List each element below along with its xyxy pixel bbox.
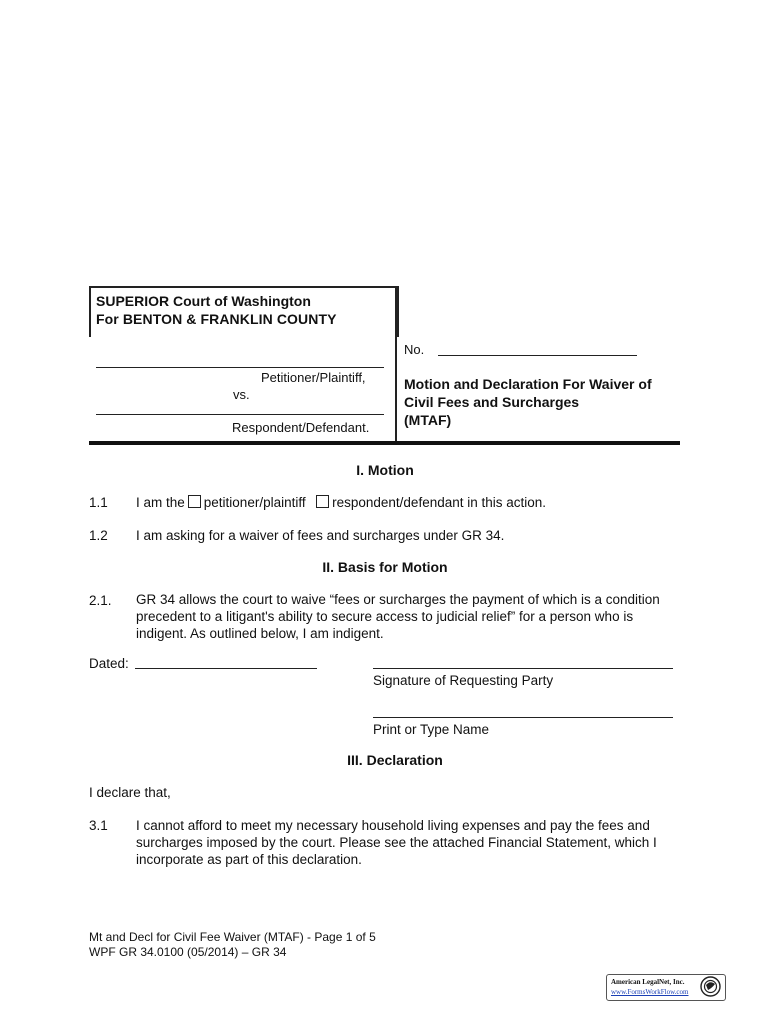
- signature-field[interactable]: [373, 668, 673, 669]
- petitioner-label: Petitioner/Plaintiff,: [261, 370, 366, 385]
- publisher-logo-icon: [700, 976, 721, 997]
- signature-label: Signature of Requesting Party: [373, 673, 554, 688]
- case-no-label: No.: [404, 342, 425, 357]
- item-3-1-number: 3.1: [89, 818, 108, 833]
- page-footer: Mt and Decl for Civil Fee Waiver (MTAF) - Page 1 of 5 WPF GR 34.0100 (05/2014) – GR 34: [89, 930, 376, 959]
- item-1-1-number: 1.1: [89, 495, 108, 510]
- county-name: For BENTON & FRANKLIN COUNTY: [96, 311, 337, 327]
- item-1-1: I am the petitioner/plaintiff respondent/defendant in this action.: [136, 495, 547, 510]
- court-name: SUPERIOR Court of Washington: [96, 293, 311, 309]
- publisher-url[interactable]: www.FormsWorkFlow.com: [611, 988, 689, 996]
- item-3-1-text: I cannot afford to meet my necessary household living expenses and pay the fees and surcharges imposed by the court. Please see the attached Financial Statement, which I incorporate as part of this declaration.: [136, 818, 657, 867]
- item-1-2-text: I am asking for a waiver of fees and surcharges under GR 34.: [136, 528, 505, 543]
- caption-divider: [395, 286, 397, 442]
- petitioner-checkbox[interactable]: [188, 495, 201, 508]
- respondent-checkbox[interactable]: [316, 495, 329, 508]
- print-name-field[interactable]: [373, 717, 673, 718]
- document-title: Motion and Declaration For Waiver of Civil Fees and Surcharges (MTAF): [404, 376, 652, 428]
- case-no-field[interactable]: [438, 355, 637, 356]
- item-2-1-text: GR 34 allows the court to waive “fees or surcharges the payment of which is a condition precedent to a litigant's ability to secure access to judicial relief” for a person who is indigent. As outlined below, I am indigent.: [136, 592, 660, 641]
- section-declaration-heading: III. Declaration: [347, 752, 443, 768]
- item-2-1-number: 2.1.: [89, 593, 112, 608]
- vs-label: vs.: [233, 387, 250, 402]
- caption-bottom-rule: [89, 441, 680, 445]
- declaration-intro: I declare that,: [89, 785, 171, 800]
- petitioner-line[interactable]: [96, 367, 384, 368]
- date-field[interactable]: [135, 668, 317, 669]
- print-name-label: Print or Type Name: [373, 722, 490, 737]
- section-basis-heading: II. Basis for Motion: [322, 559, 448, 575]
- respondent-line[interactable]: [96, 414, 384, 415]
- dated-label: Dated:: [89, 656, 129, 671]
- section-motion-heading: I. Motion: [356, 462, 414, 478]
- publisher-name: American LegalNet, Inc.: [611, 978, 685, 986]
- item-1-2-number: 1.2: [89, 528, 108, 543]
- respondent-label: Respondent/Defendant.: [232, 420, 370, 435]
